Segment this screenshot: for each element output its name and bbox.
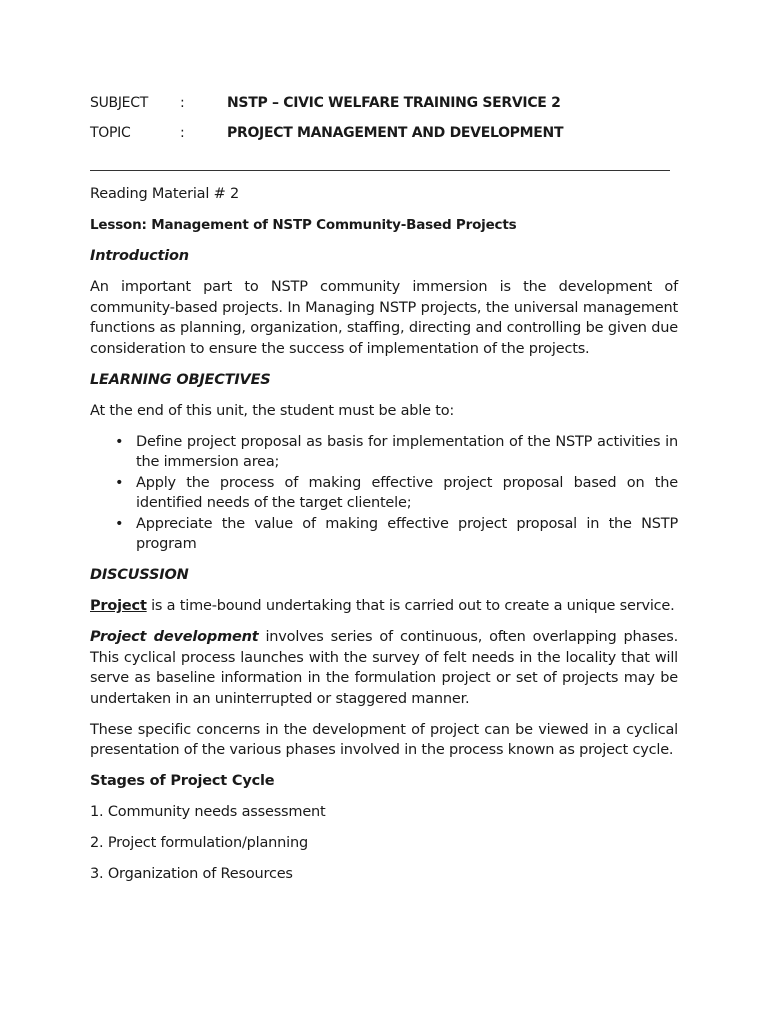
learning-objectives-heading: LEARNING OBJECTIVES: [90, 371, 271, 388]
subject-label: SUBJECT: [90, 95, 148, 111]
list-item: [115, 514, 678, 555]
stage-item: 2. Project formulation/planning: [90, 835, 308, 851]
document-body: [90, 184, 678, 895]
list-item: [115, 473, 678, 514]
project-term: Project: [90, 598, 147, 614]
subject-colon: :: [180, 95, 185, 111]
learning-objectives-intro: At the end of this unit, the student must be able to:: [90, 402, 455, 419]
project-cycle-paragraph: These specific concerns in the development of project can be viewed in a cyclical presentation of the various phases involved in the process known as project cycle.: [90, 721, 678, 758]
topic-colon: :: [180, 125, 185, 141]
lesson-title: Lesson: Management of NSTP Community-Based Projects: [90, 217, 517, 233]
bullet-icon: •: [115, 515, 124, 532]
stages-heading: Stages of Project Cycle: [90, 773, 275, 789]
project-definition-text: is a time-bound undertaking that is carried out to create a unique service.: [146, 598, 675, 614]
objectives-list: [90, 432, 678, 555]
project-development-paragraph: [90, 627, 678, 709]
objective-text: Apply the process of making effective project proposal based on the identified needs of the target clientele;: [136, 474, 678, 511]
objective-text: Define project proposal as basis for implementation of the NSTP activities in the immersion area;: [136, 433, 678, 470]
header-divider: [90, 170, 670, 171]
stage-item: 3. Organization of Resources: [90, 866, 293, 882]
bullet-icon: •: [115, 474, 124, 491]
project-development-term: Project development: [90, 629, 259, 645]
objective-text: Appreciate the value of making effective project proposal in the NSTP program: [136, 515, 678, 552]
list-item: [115, 432, 678, 473]
stage-item: 1. Community needs assessment: [90, 804, 326, 820]
introduction-paragraph: An important part to NSTP community immersion is the development of community-based projects. In Managing NSTP projects, the universal management functions as planning, organization, staffing, directing and controlling be given due consideration to ensure the success of implementation of the projects.: [90, 279, 678, 357]
bullet-icon: •: [115, 433, 124, 450]
project-definition: [90, 596, 678, 617]
subject-value: NSTP – CIVIC WELFARE TRAINING SERVICE 2: [227, 95, 561, 111]
reading-material-label: Reading Material # 2: [90, 186, 239, 202]
topic-label: TOPIC: [90, 125, 131, 141]
introduction-heading: Introduction: [90, 248, 189, 264]
topic-value: PROJECT MANAGEMENT AND DEVELOPMENT: [227, 125, 564, 141]
project-development-text: involves series of continuous, often overlapping phases. This cyclical process launches with the survey of felt needs in the locality that will serve as baseline information in the formulation project or set of projects may be undertaken in an uninterrupted or staggered manner.: [90, 629, 679, 707]
discussion-heading: DISCUSSION: [90, 567, 189, 583]
